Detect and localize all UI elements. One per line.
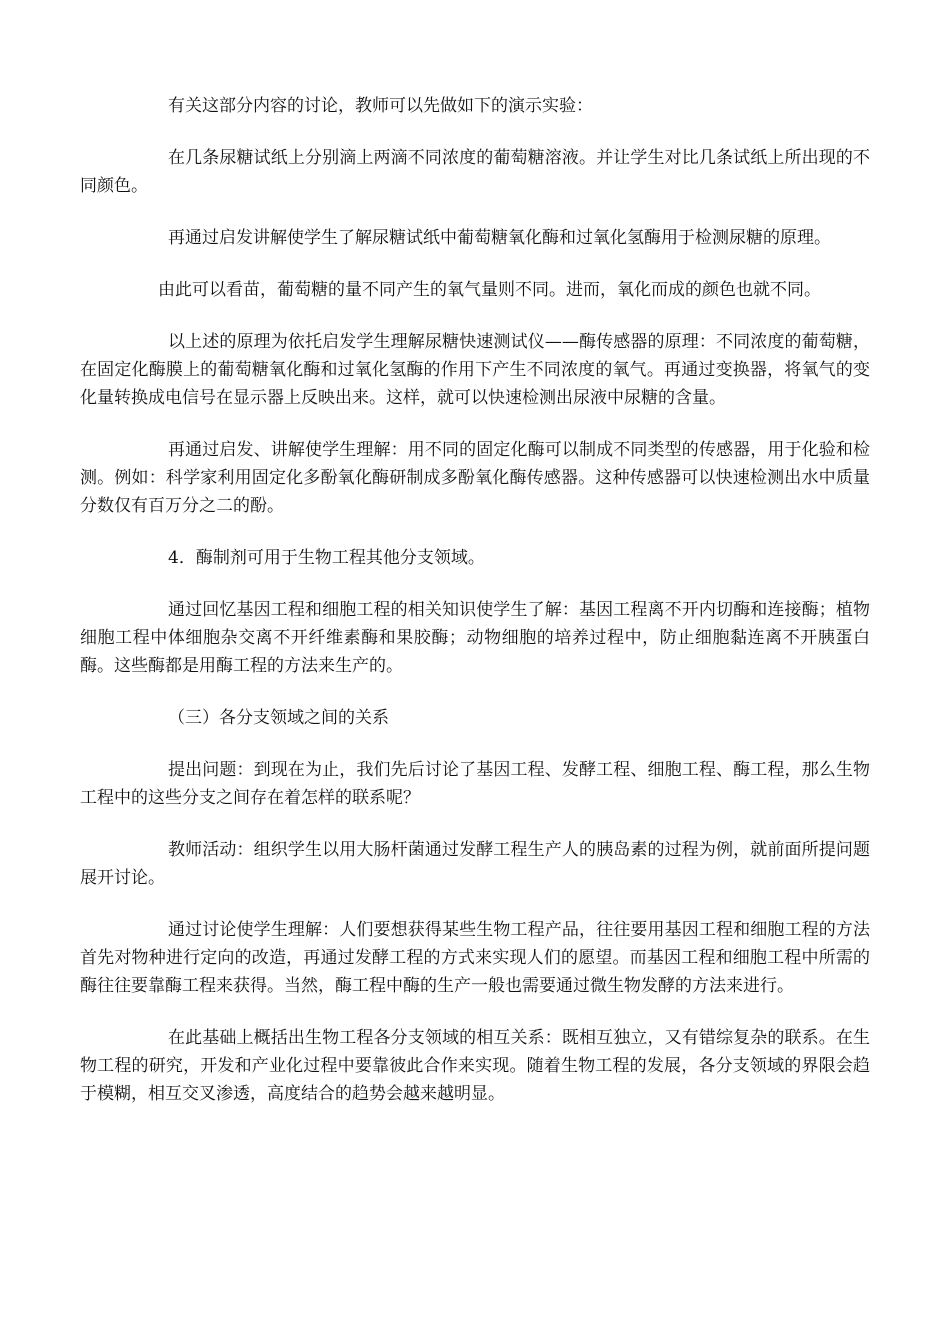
paragraph-discussion: 通过讨论使学生理解：人们要想获得某些生物工程产品，往往要用基因工程和细胞工程的方法首先对物种进行定向的改造，再通过发酵工程的方式来实现人们的愿望。而基因工程和细胞工程中所需的酶往往要靠酶工程来获得。当然，酶工程中酶的生产一般也需要通过微生物发酵的方法来进行。 — [80, 920, 870, 996]
paragraph-principle: 再通过启发讲解使学生了解尿糖试纸中葡萄糖氧化酶和过氧化氢酶用于检测尿糖的原理。 — [168, 228, 831, 248]
section-heading-4: 4．酶制剂可用于生物工程其他分支领域。 — [168, 548, 485, 568]
paragraph-enzyme-sensor: 以上述的原理为依托启发学生理解尿糖快速测试仪——酶传感器的原理：不同浓度的葡萄糖，在固定化酶膜上的葡萄糖氧化酶和过氧化氢酶的作用下产生不同浓度的氧气。再通过变换器，将氧气的变化量转换成电信号在显示器上反映出来。这样，就可以快速检测出尿液中尿糖的含量。 — [80, 332, 870, 408]
paragraph-test-strips: 在几条尿糖试纸上分别滴上两滴不同浓度的葡萄糖溶液。并让学生对比几条试纸上所出现的不同颜色。 — [80, 148, 870, 196]
paragraph-gene-cell-engineering: 通过回忆基因工程和细胞工程的相关知识使学生了解：基因工程离不开内切酶和连接酶；植物细胞工程中体细胞杂交离不开纤维素酶和果胶酶；动物细胞的培养过程中，防止细胞黏连离不开胰蛋白酶。这些酶都是用酶工程的方法来生产的。 — [80, 600, 870, 676]
paragraph-demo-intro: 有关这部分内容的讨论，教师可以先做如下的演示实验： — [168, 96, 593, 116]
paragraph-summary: 在此基础上概括出生物工程各分支领域的相互关系：既相互独立，又有错综复杂的联系。在生物工程的研究，开发和产业化过程中要靠彼此合作来实现。随着生物工程的发展，各分支领域的界限会趋于模糊，相互交叉渗透，高度结合的趋势会越来越明显。 — [80, 1028, 870, 1104]
document-page — [80, 92, 870, 1132]
paragraph-sensor-types: 再通过启发、讲解使学生理解：用不同的固定化酶可以制成不同类型的传感器，用于化验和检测。例如：科学家利用固定化多酚氧化酶研制成多酚氧化酶传感器。这种传感器可以快速检测出水中质量分数仅有百万分之二的酚。 — [80, 440, 870, 516]
section-heading-3: （三）各分支领域之间的关系 — [168, 708, 389, 728]
paragraph-oxygen-color: 由此可以看苗，葡萄糖的量不同产生的氧气量则不同。进而，氧化而成的颜色也就不同。 — [158, 280, 821, 300]
paragraph-question: 提出问题：到现在为止，我们先后讨论了基因工程、发酵工程、细胞工程、酶工程，那么生物工程中的这些分支之间存在着怎样的联系呢？ — [80, 760, 870, 808]
paragraph-teacher-activity: 教师活动：组织学生以用大肠杆菌通过发酵工程生产人的胰岛素的过程为例，就前面所提问题展开讨论。 — [80, 840, 870, 888]
